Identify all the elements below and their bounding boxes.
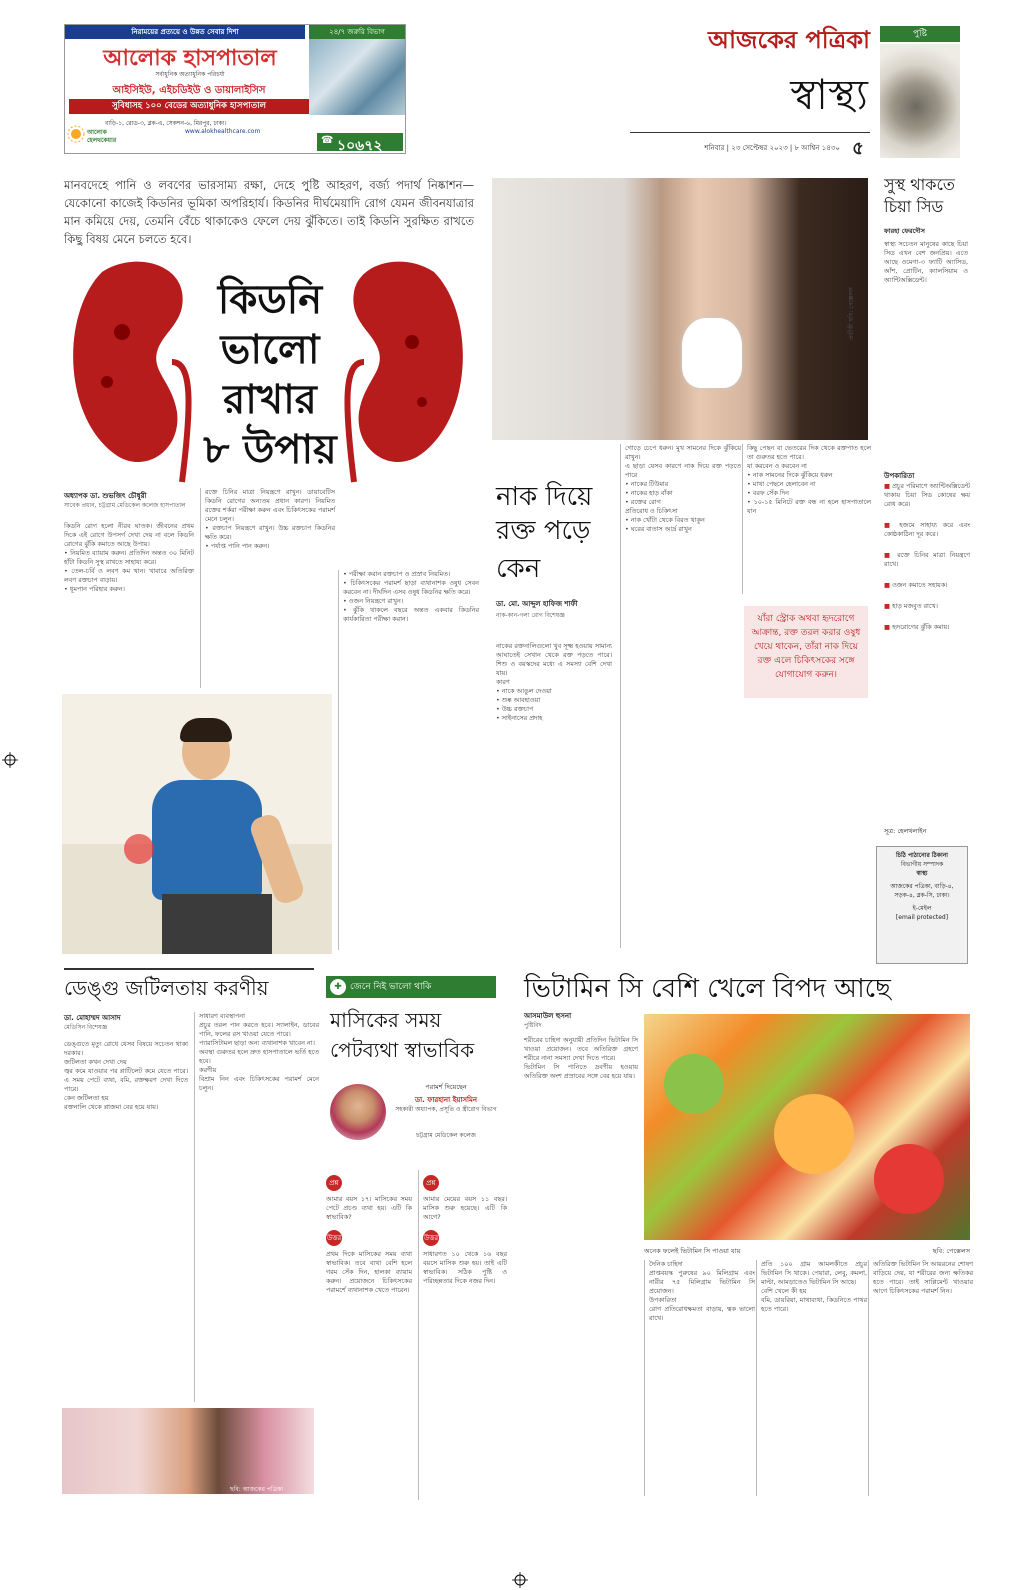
kidney-headline-4: ৮ উপায় bbox=[203, 426, 337, 473]
letters-address: আজকের পত্রিকা, বাড়ি-৪, সড়ক-৪, ব্লক-সি, ঢাকা। bbox=[890, 883, 954, 899]
kidney-headline-2: ভালো bbox=[220, 326, 320, 373]
dengue-author-role: মেডিসিন বিশেষজ্ঞ bbox=[64, 1024, 108, 1031]
nose-headline-3: কেন bbox=[496, 554, 541, 584]
ad-beds: সুবিধাসহ ১০০ বেডের অত্যাধুনিক হাসপাতাল bbox=[69, 99, 309, 114]
dengue-photo bbox=[62, 1408, 314, 1494]
registration-mark-left bbox=[2, 752, 18, 768]
menstrual-label-bar bbox=[326, 976, 496, 998]
nose-callout: যাঁরা স্ট্রোক অথবা হৃদরোগে আক্রান্ত, রক্ত তরল করার ওষুধ খেয়ে থাকেন, তাঁরা নাক দিয়ে রক্ত এলে চিকিৎসকের সঙ্গে যোগাযোগ করুন। bbox=[744, 606, 868, 698]
menstrual-doctor: ডা. ফারহানা ইয়াসমিন bbox=[414, 1096, 478, 1104]
chia-photo bbox=[880, 44, 960, 158]
letters-box bbox=[876, 846, 968, 964]
menstrual-headline-2: পেটব্যথা স্বাভাবিক bbox=[330, 1038, 475, 1062]
qa-col-1 bbox=[326, 1170, 415, 1500]
letters-email-label: ই-মেইল bbox=[912, 905, 932, 912]
question-badge: প্রশ্ন bbox=[326, 1175, 342, 1191]
letters-title: চিঠি পাঠানোর ঠিকানা bbox=[895, 852, 949, 859]
answer-badge: উত্তর bbox=[326, 1230, 342, 1246]
letters-to: বিভাগীয় সম্পাদক bbox=[900, 861, 944, 868]
nose-headline-2: রক্ত পড়ে bbox=[496, 516, 591, 546]
dengue-headline: ডেঙ্গু জটিলতায় করণীয় bbox=[64, 976, 269, 1000]
chia-intro: স্বাস্থ্য সচেতন মানুষের কাছে চিয়া সিড এখন বেশ জনপ্রিয়। এতে আছে ওমেগা-৩ ফ্যাটি অ্যাসিড, আঁশ, প্রোটিন, ক্যালসিয়াম ও অ্যান্টিঅক্সিডেন্ট। bbox=[884, 240, 971, 284]
chia-headline-1: সুস্থ থাকতে bbox=[884, 175, 955, 194]
dengue-author: ডা. মোহাম্মদ আসাদ bbox=[64, 1014, 121, 1022]
answer-1: প্রথম দিকে মাসিকের সময় ব্যথা স্বাভাবিক। তবে ব্যথা বেশি হলে গরম সেঁক দিন, হালকা ব্যায়াম করুন। প্রয়োজনে চিকিৎসকের পরামর্শে ব্যথানাশক খেতে পারেন। bbox=[326, 1250, 415, 1294]
section-title: স্বাস্থ্য bbox=[790, 70, 868, 119]
kidney-intro: মানবদেহে পানি ও লবণের ভারসাম্য রক্ষা, দেহে পুষ্টি আহরণ, বর্জ্য পদার্থ নিষ্কাশন— যেকোনো কাজেই কিডনির ভূমিকা অপরিহার্য। কিডনির দীর্ঘমেয়াদি রোগ যেমন জীবনযাত্রার মান কমিয়ে দেয়, তেমনি বেঁচে থাকাকেও ফেলে দেয় ঝুঁকিতে। তাই কিডনি সুরক্ষিত রাখতে কিছু বিষয় মেনে চলতে হবে। bbox=[64, 178, 474, 246]
ad-website[interactable]: www.alokhealthcare.com bbox=[185, 128, 261, 135]
chia-benefit: ■ ওজন কমাতে সহায়ক। bbox=[884, 581, 948, 589]
chia-benefits-title: উপকারিতা bbox=[884, 472, 915, 480]
nose-col-3-cont bbox=[746, 708, 868, 948]
vitamin-author-role: পুষ্টিবিদ bbox=[524, 1022, 542, 1029]
fruit-photo-credit: ছবি: পেক্সেলস bbox=[932, 1247, 970, 1255]
sun-logo-icon bbox=[67, 125, 85, 143]
phone-icon: ☎ bbox=[321, 135, 334, 146]
nose-col-1: নাকের রক্তনালিগুলো খুব সূক্ষ্ম হওয়ায় সামান্য আঘাতেই সেখান থেকে রক্ত পড়তে পারে। শিশু ও বয়স্কদের মধ্যে এ সমস্যা বেশি দেখা যায়। কারণ • নাকে আঙুল দেওয়া • শুষ্ক আবহাওয়া • উচ্চ রক্তচাপ • সাইনাসের প্রদাহ bbox=[496, 642, 612, 722]
kidney-author: অধ্যাপক ডা. শুভজিৎ চৌধুরী bbox=[64, 492, 147, 500]
question-badge: প্রশ্ন bbox=[423, 1175, 439, 1191]
question-1: আমার বয়স ১৭। মাসিকের সময় পেটে প্রচণ্ড ব্যথা হয়। এটি কি স্বাভাবিক? bbox=[326, 1195, 415, 1221]
ad-tagline: নিরাময়ের প্রত্যয়ে ও উন্নত সেবার দিশা bbox=[65, 25, 305, 39]
question-2: আমার মেয়ের বয়স ১১ বছর। মাসিক শুরু হয়েছে। এটি কি আগে? bbox=[423, 1195, 510, 1221]
menstrual-label: জেনে নিই ভালো থাকি bbox=[350, 982, 432, 992]
dengue-rule bbox=[64, 968, 314, 970]
kidney-col-1: কিডনি রোগ হলো নীরব ঘাতক। জীবনের প্রথম দিকে এই রোগে উপসর্গ দেখা দেয় না বলে কিডনি রোগের ঝুঁকি কমাতে আছে উপায়। • নিয়মিত ব্যায়াম করুন। প্রতিদিন অন্তত ৩০ মিনিট হাঁটা কিডনি সুস্থ রাখতে সাহায্য করে। • তেল-চর্বি ও লবণ কম খান। খাবারে অতিরিক্ত লবণ রক্তচাপ বাড়ায়। • ধূমপান পরিহার করুন। bbox=[64, 522, 194, 593]
issue-date: শনিবার | ২৩ সেপ্টেম্বর ২০২৩ | ৮ আশ্বিন ১৪৩০ bbox=[704, 144, 840, 152]
nose-headline-1: নাক দিয়ে bbox=[496, 482, 593, 512]
ad-hotline: ১০৬৭২ bbox=[337, 138, 383, 154]
dengue-col-2: সাধারণ ব্যবস্থাপনা প্রচুর তরল পান করতে হবে। স্যালাইন, ডাবের পানি, ফলের রস খাওয়া যেতে পারে। প্যারাসিটামল ছাড়া অন্য ব্যথানাশক খাবেন না। অবস্থা গুরুতর হলে দ্রুত হাসপাতালে ভর্তি হতে হবে। করণীয় বিশ্রাম নিন এবং চিকিৎসকের পরামর্শ মেনে চলুন। bbox=[194, 1012, 319, 1402]
ad-logo bbox=[67, 121, 137, 151]
masthead-rule bbox=[630, 132, 870, 133]
ad-services: আইসিইউ, এইচডিইউ ও ডায়ালাইসিস bbox=[112, 85, 266, 96]
ad-logo-text: আলোক হেলথকেয়ার bbox=[87, 129, 117, 144]
menstrual-advice-by: পরামর্শ দিয়েছেন bbox=[425, 1083, 467, 1091]
answer-2: সাধারণত ১০ থেকে ১৬ বছর বয়সে মাসিক শুরু হয়। তাই এটি স্বাভাবিক। সঠিক পুষ্টি ও পরিচ্ছন্নতার দিকে নজর দিন। bbox=[423, 1250, 510, 1285]
ad-address: বাড়ি-১, রোড-৩, ব্লক-এ, সেকশন-৬, মিরপুর, ঢাকা। bbox=[105, 120, 227, 127]
chia-benefits-list bbox=[884, 482, 973, 812]
paper-name: আজকের পত্রিকা bbox=[708, 25, 870, 54]
chia-byline: ফারহা ফেরদৌস bbox=[884, 227, 925, 235]
registration-mark-bottom bbox=[512, 1572, 528, 1588]
chia-tag: পুষ্টি bbox=[880, 26, 960, 42]
nose-col-2: গোড়ে চেপে ধরুন। মুখ সামনের দিকে ঝুঁকিয়ে রাখুন। এ ছাড়া যেসব কারণে নাক দিয়ে রক্ত পড়তে পারে • নাকের টিউমার • নাকের হাড় বাঁকা • রক্তের রোগ প্রতিরোধ ও চিকিৎসা • নাক খোঁটা থেকে বিরত থাকুন • ঘরের বাতাস আর্দ্র রাখুন bbox=[620, 444, 741, 948]
kidney-headline-1: কিডনি bbox=[217, 276, 323, 323]
nose-author: ডা. মো. আব্দুল হাফিজ শাফী bbox=[496, 600, 578, 608]
fruit-photo bbox=[644, 1014, 970, 1240]
kidney-author-role: সাবেক প্রধান, চট্টগ্রাম মেডিকেল কলেজ হাসপাতাল bbox=[64, 502, 186, 509]
menstrual-hospital: চট্টগ্রাম মেডিকেল কলেজ bbox=[416, 1132, 476, 1139]
chia-headline-2: চিয়া সিড bbox=[884, 197, 944, 216]
nose-photo bbox=[492, 178, 868, 440]
ad-hotline-box[interactable] bbox=[317, 133, 403, 154]
chia-benefit: ■ প্রচুর পরিমাণে অ্যান্টিঅক্সিডেন্ট থাকায় চিয়া সিড কোষের ক্ষয় রোধ করে। bbox=[884, 482, 973, 508]
kidney-col-2: রক্তে চিনির মাত্রা নিয়ন্ত্রণে রাখুন। ডায়াবেটিস কিডনি রোগের অন্যতম প্রধান কারণ। নিয়মিত রক্তের শর্করা পরীক্ষা করুন এবং চিকিৎসকের পরামর্শ মেনে চলুন। • রক্তচাপ নিয়ন্ত্রণে রাখুন। উচ্চ রক্তচাপ কিডনির ক্ষতি করে। • পর্যাপ্ত পানি পান করুন। bbox=[200, 488, 335, 688]
dengue-photo-credit: ছবি: আজকের পত্রিকা bbox=[230, 1486, 283, 1493]
vitamin-col-3: প্রতি ১০০ গ্রাম আমলকীতে প্রচুর ভিটামিন সি থাকে। পেয়ারা, লেবু, কমলা, মাল্টা, আমড়াতেও ভিটামিন সি আছে। বেশি খেলে কী হয় বমি, ডায়রিয়া, মাথাব্যথা, কিডনিতে পাথর হতে পারে। bbox=[756, 1260, 867, 1496]
kidney-col-3: • পরীক্ষা করান রক্তচাপ ও প্রস্রাব নিয়মিত। • চিকিৎসকের পরামর্শ ছাড়া ব্যথানাশক ওষুধ সেবন করবেন না। দীর্ঘদিন এসব ওষুধ কিডনির ক্ষতি করে। • ওজন নিয়ন্ত্রণে রাখুন। • ঝুঁকি থাকলে বছরে অন্তত একবার কিডনির কার্যকারিতা পরীক্ষা করান। bbox=[338, 570, 479, 950]
ad-sub-name: সর্বাধুনিক অত্যাধুনিক পরিচর্যা bbox=[155, 71, 225, 78]
chia-benefit: ■ রক্তে চিনির মাত্রা নিয়ন্ত্রণে রাখে। bbox=[884, 551, 973, 568]
doctor-avatar bbox=[330, 1084, 386, 1140]
chia-benefit: ■ হজমে সাহায্য করে এবং কোষ্ঠকাঠিন্য দূর করে। bbox=[884, 521, 973, 538]
menstrual-role: সহকারী অধ্যাপক, প্রসূতি ও স্ত্রীরোগ বিভাগ bbox=[395, 1106, 497, 1113]
answer-badge: উত্তর bbox=[423, 1230, 439, 1246]
ad-hospital-name: আলোক হাসপাতাল bbox=[103, 46, 277, 71]
ad-badge: ২৪/৭ জরুরি বিভাগ bbox=[309, 25, 405, 39]
menstrual-icon: ✚ bbox=[330, 979, 346, 995]
chia-benefit: ■ হৃদরোগের ঝুঁকি কমায়। bbox=[884, 623, 950, 631]
vitamin-author: আসমাউল হুসনা bbox=[524, 1012, 572, 1020]
page-number: ৫ bbox=[852, 138, 864, 159]
chia-benefit: ■ হাড় মজবুত রাখে। bbox=[884, 602, 938, 610]
ad-hospital-photo bbox=[309, 39, 405, 115]
menstrual-headline-1: মাসিকের সময় bbox=[330, 1008, 442, 1032]
nose-author-role: নাক-কান-গলা রোগ বিশেষজ্ঞ bbox=[496, 612, 565, 619]
nose-photo-credit: প্রতীকী ছবি: পেক্সেলস bbox=[848, 287, 855, 340]
kidney-headline-3: রাখার bbox=[223, 376, 317, 423]
chia-source: সূত্র: হেলথলাইন bbox=[884, 827, 927, 835]
hospital-ad[interactable] bbox=[64, 24, 406, 154]
letters-section: স্বাস্থ্য bbox=[916, 870, 928, 877]
fruit-photo-caption: অনেক ফলেই ভিটামিন সি পাওয়া যায় bbox=[644, 1247, 741, 1255]
letters-email[interactable]: [email protected] bbox=[895, 914, 949, 921]
dengue-col-1: ডেঙ্গুতে মৃত্যু রোধে যেসব বিষয়ে সচেতন থাকা দরকার। জটিলতা কখন দেখা দেয় জ্বর কমে যাওয়ার পর প্লাটিলেট কমে যেতে পারে। এ সময় পেটে ব্যথা, বমি, রক্তক্ষরণ দেখা দিতে পারে। কেন জটিলতা হয় রক্তনালি থেকে প্লাজমা বের হয়ে যায়। bbox=[64, 1040, 188, 1111]
vitamin-headline: ভিটামিন সি বেশি খেলে বিপদ আছে bbox=[524, 974, 891, 1004]
vitamin-col-2: দৈনিক চাহিদা প্রাপ্তবয়স্ক পুরুষের ৯০ মিলিগ্রাম এবং নারীর ৭৫ মিলিগ্রাম ভিটামিন সি প্রয়োজন। উপকারিতা রোগ প্রতিরোধক্ষমতা বাড়ায়, ত্বক ভালো রাখে। bbox=[644, 1260, 755, 1496]
vitamin-col-4: অতিরিক্ত ভিটামিন সি আয়রনের শোষণ বাড়িয়ে দেয়, যা শরীরের জন্য ক্ষতিকর হতে পারে। তাই সাপ্লিমেন্ট খাওয়ার আগে চিকিৎসকের পরামর্শ নিন। bbox=[868, 1260, 973, 1496]
back-pain-illustration bbox=[62, 694, 332, 954]
nose-col-3: কিছু পেছন বা ভেতরের দিক থেকে রক্তপাত হলে তা গুরুতর হতে পারে। যা করবেন ও করবেন না • নাক সামনের দিকে ঝুঁকিয়ে ধরুন • মাথা পেছনে হেলাবেন না • বরফ সেঁক দিন • ১০-১৫ মিনিটে রক্ত বন্ধ না হলে হাসপাতালে যান bbox=[742, 444, 871, 594]
vitamin-col-1: শরীরের চাহিদা অনুযায়ী প্রতিদিন ভিটামিন সি খাওয়া প্রয়োজন। তবে অতিরিক্ত গ্রহণে শরীরে নানা সমস্যা দেখা দিতে পারে। ভিটামিন সি পানিতে দ্রবণীয় হওয়ায় অতিরিক্ত অংশ প্রস্রাবের সঙ্গে বের হয়ে যায়। bbox=[524, 1036, 638, 1080]
qa-col-2 bbox=[418, 1170, 510, 1500]
